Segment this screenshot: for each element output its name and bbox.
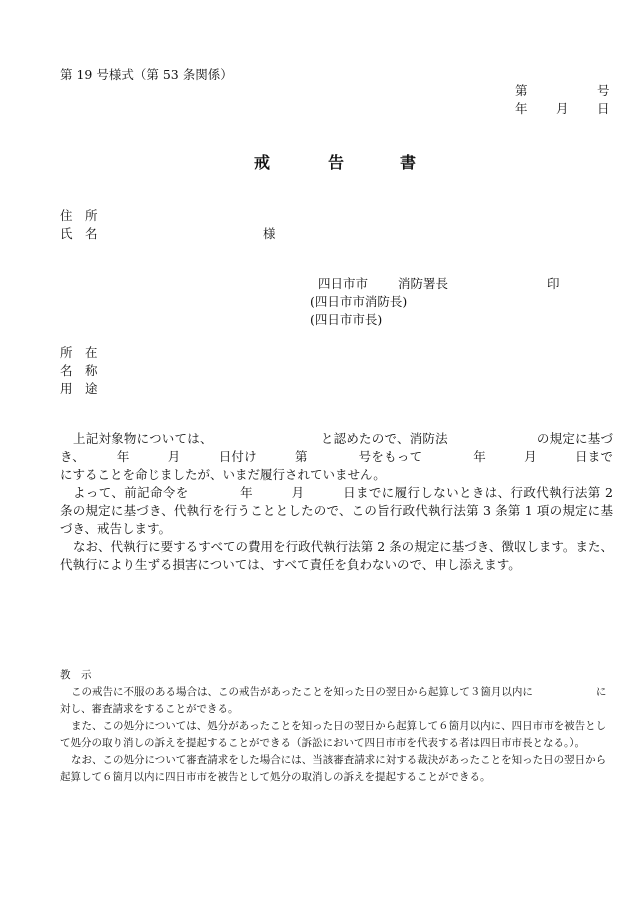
doc-number-prefix: 第 xyxy=(515,83,528,98)
notice-paragraph-1: この戒告に不服のある場合は、この戒告があったことを知った日の翌日から起算して３箇月以内に に対し、審査請求をすることができる。 xyxy=(60,686,607,715)
seal-mark: 印 xyxy=(547,276,560,291)
body-paragraph-1: 上記対象物については、 と認めたので、消防法 の規定に基づき、 年 月 日付け 第 号をもって 年 月 日までにすることを命じましたが、いまだ履行されていません。 xyxy=(60,431,613,482)
form-number: 第 19 号様式（第 53 条関係） xyxy=(60,67,233,82)
location-label: 所 在 xyxy=(60,345,98,360)
title-char-1: 戒 xyxy=(254,153,271,172)
use-label: 用 途 xyxy=(60,381,98,396)
notice-paragraph-3: なお、この処分について審査請求をした場合には、当該審査請求に対する裁決があったことを知った日の翌日から起算して６箇月以内に四日市市を被告として処分の取消しの訴えを提起することができる。 xyxy=(60,754,607,783)
body-paragraph-3: なお、代執行に要するすべての費用を行政代執行法第 2 条の規定に基づき、徴収します。また、代執行により生ずる損害については、すべて責任を負わないので、申し添えます。 xyxy=(60,539,613,572)
address-label: 住 所 xyxy=(60,208,98,223)
body-paragraph-2: よって、前記命令を 年 月 日までに履行しないときは、行政代執行法第 2 条の規定に基づき、代執行を行うこととしたので、この旨行政代執行法第 3 条第 1 項の規定に基づき、戒告します。 xyxy=(60,485,613,536)
property-name-label: 名 称 xyxy=(60,363,98,378)
issuer-city: 四日市市 xyxy=(318,276,369,291)
date-month: 月 xyxy=(556,101,569,116)
issuer-alt-fire-chief: (四日市市消防長) xyxy=(310,294,408,309)
issuer-role: 消防署長 xyxy=(398,276,449,291)
doc-number-suffix: 号 xyxy=(597,83,610,98)
name-label: 氏 名 xyxy=(60,226,98,241)
notice-heading: 教 示 xyxy=(60,669,92,681)
issuer-alt-mayor: (四日市市長) xyxy=(310,312,383,327)
date-day: 日 xyxy=(597,101,610,116)
honorific: 様 xyxy=(263,226,276,241)
title-char-3: 書 xyxy=(400,153,417,172)
notice-paragraph-2: また、この処分については、処分があったことを知った日の翌日から起算して６箇月以内に、四日市市を被告として処分の取り消しの訴えを提起することができる（訴訟において四日市市を代表する者は四日市市長となる。）。 xyxy=(60,720,607,749)
date-year: 年 xyxy=(515,101,528,116)
title-char-2: 告 xyxy=(328,153,345,172)
